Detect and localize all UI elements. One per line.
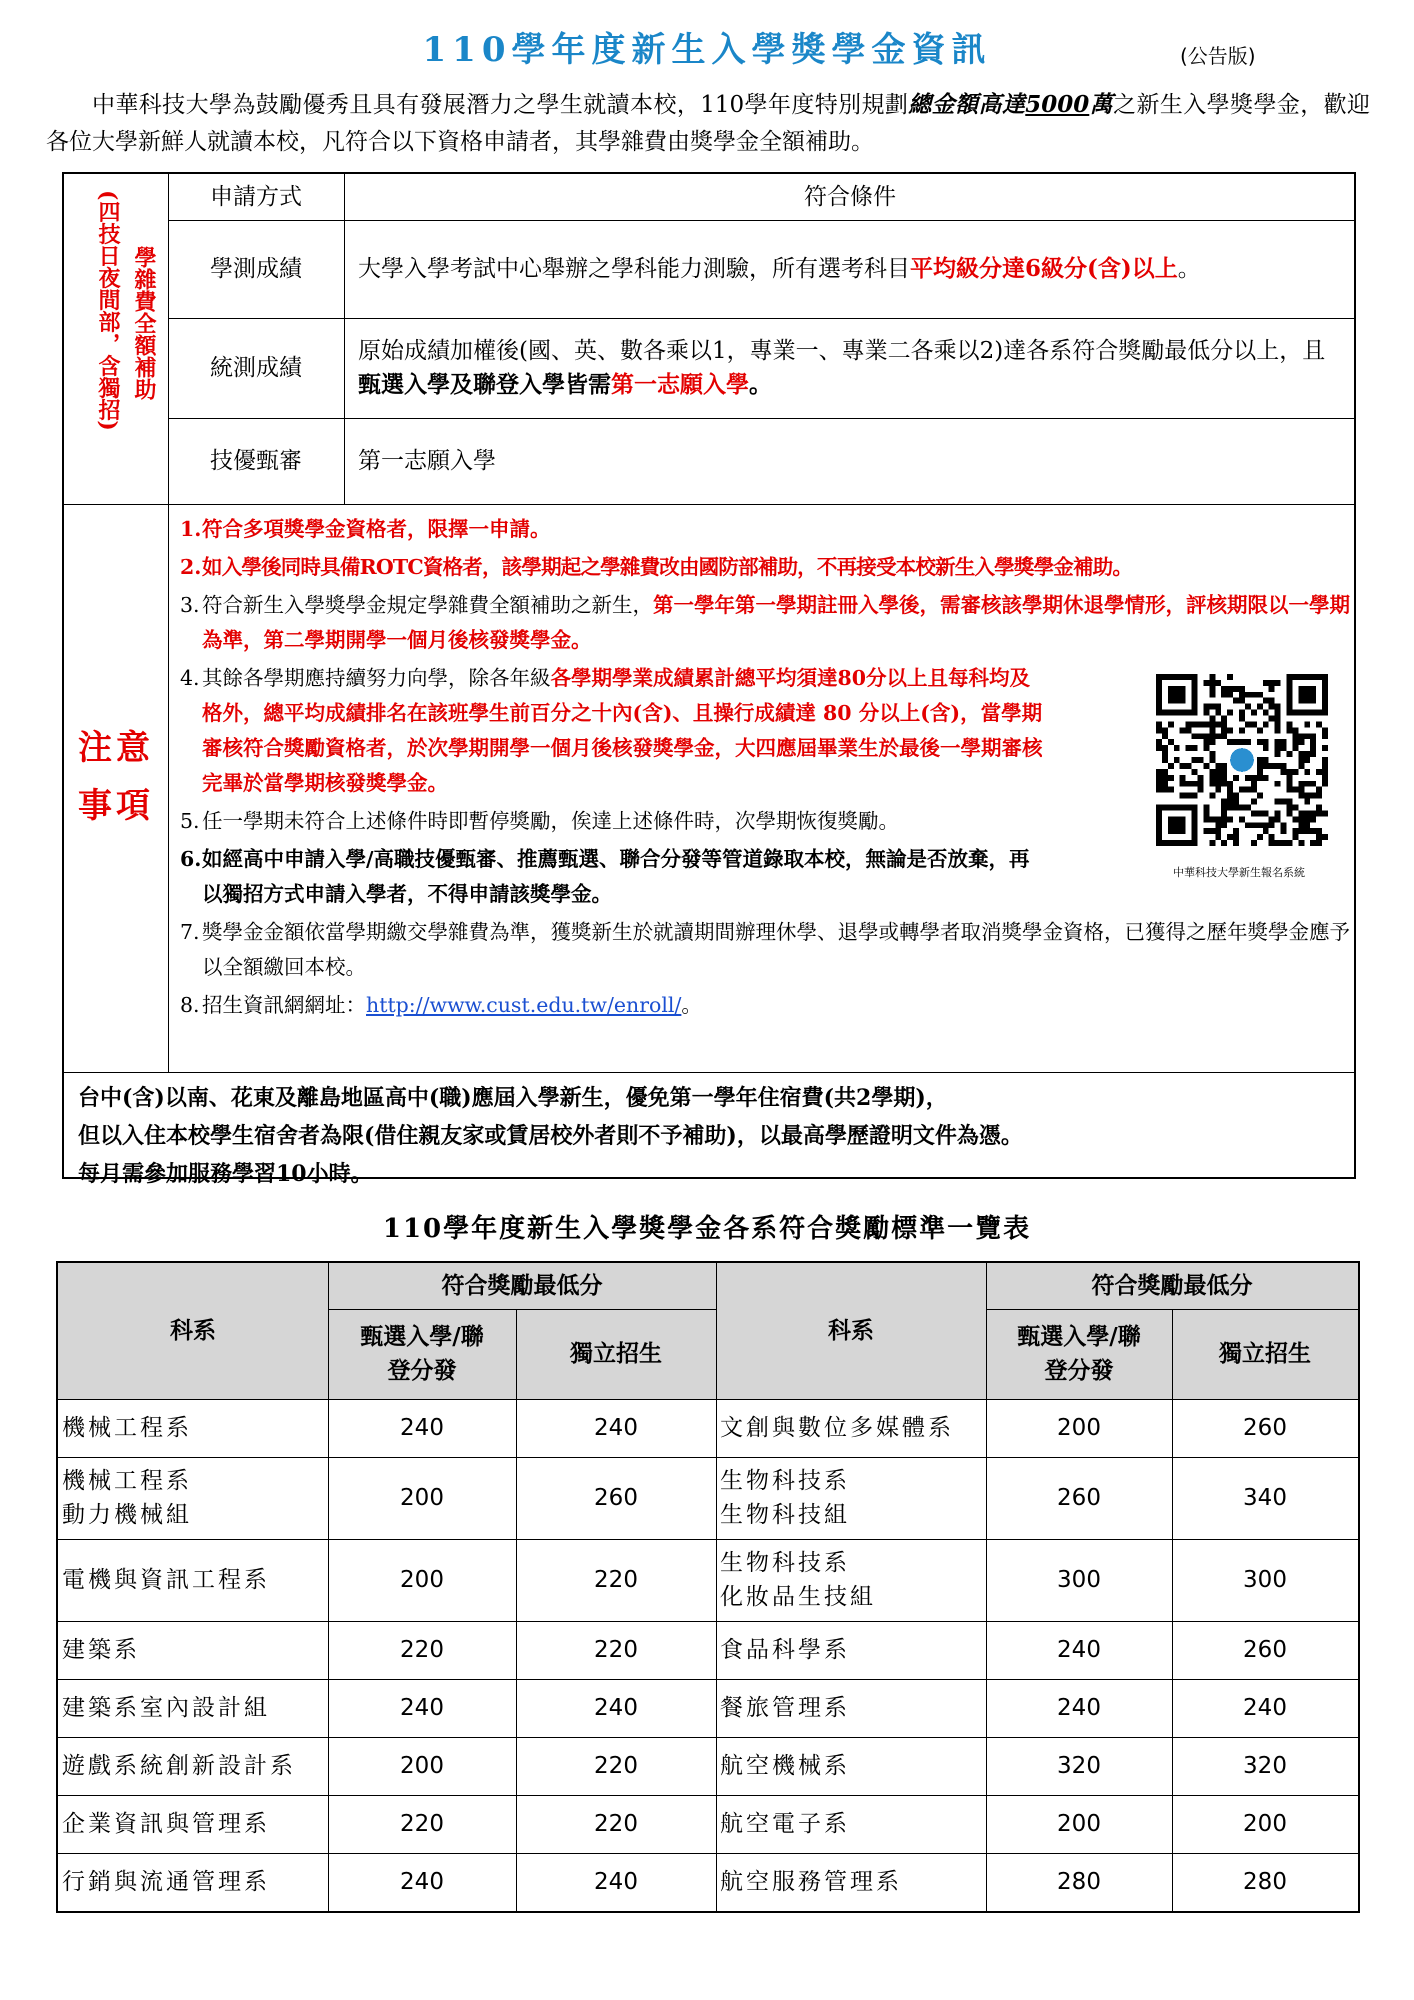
header-min-right: 符合獎勵最低分 — [1091, 1272, 1253, 1299]
notice-item-text: 任一學期未符合上述條件時即暫停獎勵，俟達上述條件時，次學期恢復獎勵。 — [202, 809, 899, 833]
score-independent: 220 — [594, 1811, 638, 1837]
score-independent: 280 — [1243, 1869, 1287, 1895]
score-independent: 220 — [594, 1637, 638, 1663]
condition-gsat-highlight: 平均級分達6級分(含)以上 — [910, 255, 1178, 282]
dept-name: 生物科技系 化妝品生技組 — [720, 1550, 876, 1610]
intro-highlight-2: 萬 — [1089, 91, 1114, 118]
notice-item-highlight: 第一學年第一學期註冊入學後，需審核該學期休退學情形，評核期限以一學期為準，第二學期開學一個月後核發獎學金。 — [202, 593, 1350, 652]
dorm-line-3: 每月需參加服務學習10小時。 — [78, 1161, 373, 1187]
notice-item-text: 招生資訊網網址： — [202, 993, 366, 1017]
notice-label-line2: 事項 — [78, 786, 154, 826]
notice-item-8 — [180, 988, 1350, 1023]
method-skills: 技優甄審 — [210, 448, 302, 474]
notice-item-number: 1. — [180, 517, 202, 541]
notice-item-number: 4. — [180, 666, 200, 690]
dept-name: 建築系室內設計組 — [62, 1695, 270, 1721]
notice-item-text: 其餘各學期應持續努力向學，除各年級 — [202, 666, 551, 690]
dorm-line-2: 但以入住本校學生宿舍者為限(借住親友家或賃居校外者則不予補助)，以最高學歷證明文件為憑。 — [78, 1123, 1023, 1149]
enrollment-website-link[interactable]: http://www.cust.edu.tw/enroll/ — [366, 993, 682, 1017]
score-selection: 280 — [1057, 1869, 1101, 1895]
dept-name: 航空服務管理系 — [720, 1869, 902, 1895]
condition-tvee-text: 原始成績加權後(國、英、數各乘以1，專業一、專業二各乘以2)達各系符合獎勵最低分以上，且 — [358, 338, 1326, 364]
standards-table — [56, 1261, 1360, 1913]
edition-label: (公告版) — [1180, 44, 1256, 68]
header-col-a-right: 甄選入學/聯登分發 — [1017, 1323, 1141, 1384]
score-independent: 200 — [1243, 1811, 1287, 1837]
score-selection: 200 — [400, 1567, 444, 1593]
score-selection: 260 — [1057, 1485, 1101, 1511]
score-independent: 220 — [594, 1567, 638, 1593]
dept-name: 食品科學系 — [720, 1637, 850, 1663]
notice-item-number: 8. — [180, 993, 200, 1017]
intro-text-2: 之新生入學獎學金，歡迎各位大學新鮮人就讀本校，凡符合以下資格申請者，其學雜費由獎學金全額補助。 — [46, 92, 1371, 155]
condition-tvee-highlight: 第一志願入學 — [611, 371, 749, 398]
intro-text-1: 中華科技大學為鼓勵優秀且具有發展潛力之學生就讀本校，110學年度特別規劃 — [92, 92, 909, 118]
score-selection: 240 — [1057, 1637, 1101, 1663]
page-title: 110學年度新生入學獎學金資訊 — [422, 30, 992, 70]
notice-item-number: 7. — [180, 920, 200, 944]
dept-name: 航空電子系 — [720, 1811, 850, 1837]
score-selection: 220 — [400, 1811, 444, 1837]
score-selection: 200 — [400, 1485, 444, 1511]
dept-name: 文創與數位多媒體系 — [720, 1415, 954, 1441]
qr-code-icon[interactable] — [1156, 674, 1328, 846]
notice-item-number: 2. — [180, 555, 202, 579]
score-independent: 300 — [1243, 1567, 1287, 1593]
side-label-scope: (四技日夜間部，含獨招) — [95, 190, 121, 431]
intro-paragraph — [46, 86, 1370, 161]
notice-item-text: 如經高中申請入學/高職技優甄審、推薦甄選、聯合分發等管道錄取本校，無論是否放棄，再以獨招方式申請入學者，不得申請該獎學金。 — [202, 847, 1030, 906]
eligibility-side-label — [74, 182, 166, 672]
score-selection: 200 — [1057, 1415, 1101, 1441]
score-independent: 260 — [1243, 1637, 1287, 1663]
dorm-subsidy-note — [78, 1079, 1348, 1193]
header-col-a-left: 甄選入學/聯登分發 — [360, 1323, 484, 1384]
method-gsat: 學測成績 — [210, 256, 302, 282]
dept-name: 機械工程系 動力機械組 — [62, 1468, 192, 1528]
notice-item-number: 5. — [180, 809, 200, 833]
score-independent: 340 — [1243, 1485, 1287, 1511]
notice-item-7 — [180, 915, 1350, 985]
condition-skills: 第一志願入學 — [358, 448, 496, 474]
dept-name: 電機與資訊工程系 — [62, 1567, 270, 1593]
score-independent: 320 — [1243, 1753, 1287, 1779]
condition-gsat-text: 大學入學考試中心舉辦之學科能力測驗，所有選考科目 — [358, 256, 910, 282]
score-independent: 240 — [594, 1415, 638, 1441]
notice-item-number: 3. — [180, 593, 200, 617]
header-min-left: 符合獎勵最低分 — [441, 1272, 603, 1299]
score-selection: 240 — [1057, 1695, 1101, 1721]
qr-caption: 中華科技大學新生報名系統 — [1173, 866, 1305, 879]
score-independent: 260 — [594, 1485, 638, 1511]
score-selection: 200 — [400, 1753, 444, 1779]
dept-name: 航空機械系 — [720, 1753, 850, 1779]
dept-name: 企業資訊與管理系 — [62, 1811, 270, 1837]
notice-item-text: 符合多項獎學金資格者，限擇一申請。 — [202, 517, 551, 541]
score-selection: 300 — [1057, 1567, 1101, 1593]
score-selection: 240 — [400, 1415, 444, 1441]
header-col-b-left: 獨立招生 — [570, 1340, 662, 1367]
score-independent: 240 — [1243, 1695, 1287, 1721]
score-selection: 320 — [1057, 1753, 1101, 1779]
scholarship-info-box — [62, 172, 1356, 1187]
col-header-condition: 符合條件 — [804, 184, 896, 210]
condition-gsat — [344, 220, 1356, 318]
score-independent: 240 — [594, 1869, 638, 1895]
header-col-b-right: 獨立招生 — [1219, 1340, 1311, 1367]
notice-label-line1: 注意 — [78, 728, 154, 768]
condition-tvee-tail: 。 — [749, 371, 772, 398]
score-selection: 220 — [400, 1637, 444, 1663]
notice-item-1 — [180, 512, 1350, 547]
score-independent: 220 — [594, 1753, 638, 1779]
dept-name: 生物科技系 生物科技組 — [720, 1468, 850, 1528]
dept-name: 行銷與流通管理系 — [62, 1869, 270, 1895]
score-selection: 240 — [400, 1695, 444, 1721]
header-dept-left: 科系 — [170, 1317, 216, 1344]
header-dept-right: 科系 — [828, 1317, 874, 1344]
dorm-line-1: 台中(含)以南、花東及離島地區高中(職)應屆入學新生，優免第一學年住宿費(共2學期)， — [78, 1085, 948, 1111]
score-selection: 240 — [400, 1869, 444, 1895]
notice-item-text: 獎學金金額依當學期繳交學雜費為準，獲獎新生於就讀期間辦理休學、退學或轉學者取消獎學金資格，已獲得之歷年獎學金應予以全額繳回本校。 — [202, 920, 1350, 979]
dept-name: 建築系 — [62, 1637, 140, 1663]
condition-tvee-bold: 甄選入學及聯登入學皆需 — [358, 371, 611, 398]
score-selection: 200 — [1057, 1811, 1101, 1837]
notice-item-text: 如入學後同時具備ROTC資格者，該學期起之學雜費改由國防部補助，不再接受本校新生入學獎學金補助。 — [202, 555, 1133, 579]
side-label-full-subsidy: 學雜費全額補助 — [131, 246, 157, 400]
dept-name: 餐旅管理系 — [720, 1695, 850, 1721]
notice-label — [64, 719, 168, 835]
notice-item-6 — [180, 842, 1047, 912]
col-header-method: 申請方式 — [210, 184, 302, 210]
score-independent: 260 — [1243, 1415, 1287, 1441]
notice-item-4 — [180, 661, 1047, 801]
score-independent: 240 — [594, 1695, 638, 1721]
notice-item-number: 6. — [180, 847, 202, 871]
condition-gsat-tail: 。 — [1177, 256, 1201, 282]
notice-item-highlight: 各學期學業成績累計總平均須達80分以上且每科均及格外，總平均成績排名在該班學生前百分之十內(含)、且操行成績達 80 分以上(含)，當學期審核符合獎勵資格者，於次學期開學一個月後核發獎學金，大四應屆畢業生於最後一學期審核完畢於當學期核發獎學金。 — [202, 666, 1043, 795]
dept-name: 遊戲系統創新設計系 — [62, 1753, 296, 1779]
standards-table-title: 110學年度新生入學獎學金各系符合獎勵標準一覽表 — [382, 1214, 1032, 1244]
dept-name: 機械工程系 — [62, 1415, 192, 1441]
intro-highlight-1: 總金額高達 — [908, 91, 1026, 118]
notice-item-3 — [180, 588, 1350, 658]
method-tvee: 統測成績 — [210, 355, 302, 381]
condition-tvee — [344, 318, 1356, 418]
intro-highlight-amount: 5000 — [1025, 91, 1090, 118]
notice-item-text: 符合新生入學獎學金規定學雜費全額補助之新生， — [202, 593, 653, 617]
notice-item-2 — [180, 550, 1350, 585]
notice-item-tail: 。 — [681, 993, 702, 1017]
